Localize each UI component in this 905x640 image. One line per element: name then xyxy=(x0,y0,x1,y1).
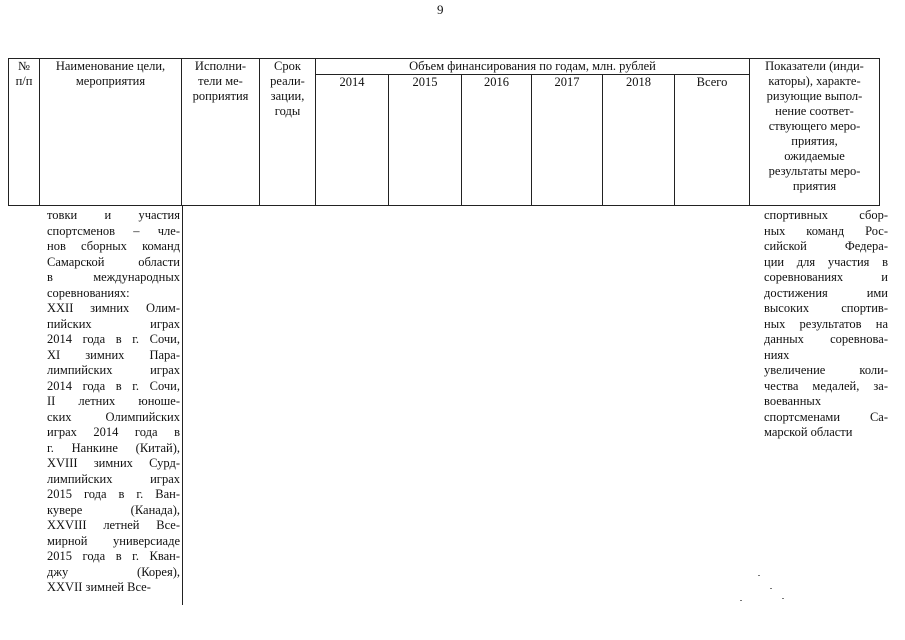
text-line: спортивных сбор- xyxy=(764,208,888,222)
column-rule-left xyxy=(182,205,183,605)
page-number: 9 xyxy=(437,2,444,17)
text-line: чества медалей, за- xyxy=(764,378,888,393)
text-line: нов сборных команд xyxy=(47,239,180,253)
text-line: данных соревнова- xyxy=(764,332,888,346)
text-line: соревнованиях: xyxy=(47,285,130,300)
text-line: мирной универсиаде xyxy=(47,533,180,548)
text-line: ниях xyxy=(764,347,790,362)
text-line: ских Олимпийских xyxy=(47,409,180,424)
scan-speck xyxy=(758,575,760,576)
text-line: играх 2014 года в xyxy=(47,425,180,439)
scan-speck xyxy=(782,598,784,599)
header-indicators: Показатели (инди- каторы), характе- ризующие выпол- нение соответ- ствующего меро- приятия, ожидаемые результаты меро- приятия xyxy=(750,59,880,206)
text-line: 2014 года в г. Сочи, xyxy=(47,332,180,346)
header-executors: Исполни- тели ме- роприятия xyxy=(182,59,260,206)
text-line: 2014 года в г. Сочи, xyxy=(47,378,180,393)
text-line: II летних юноше- xyxy=(47,394,180,408)
text-line: XVIII зимних Сурд- xyxy=(47,456,180,470)
text-line: сийской Федера- xyxy=(764,239,888,253)
text-line: товки и участия xyxy=(47,208,180,222)
text-line: XXVIII летней Все- xyxy=(47,518,180,532)
header-num: № п/п xyxy=(9,59,40,206)
indicators-description xyxy=(764,208,888,441)
text-line: кувере (Канада), xyxy=(47,502,180,517)
text-line: ных команд Рос- xyxy=(764,223,888,238)
text-line: спортсменами Са- xyxy=(764,409,888,424)
text-line: марской области xyxy=(764,425,853,439)
text-line: XI зимних Пара- xyxy=(47,347,180,362)
text-line: пийских играх xyxy=(47,316,180,331)
text-line: Самарской области xyxy=(47,254,180,269)
year-2017: 2017 xyxy=(532,75,603,206)
text-line: лимпийских играх xyxy=(47,471,180,486)
header-name: Наименование цели, мероприятия xyxy=(40,59,182,206)
text-line: г. Нанкине (Китай), xyxy=(47,440,180,455)
text-line: соревнованиях и xyxy=(764,270,888,284)
text-line: в международных xyxy=(47,270,180,284)
text-line: 2015 года в г. Кван- xyxy=(47,549,180,563)
scan-speck xyxy=(770,588,772,589)
header-funding: Объем финансирования по годам, млн. рублей xyxy=(316,59,750,75)
text-line: ных результатов на xyxy=(764,316,888,331)
text-line: лимпийских играх xyxy=(47,363,180,377)
text-line: достижения ими xyxy=(764,285,888,300)
year-2015: 2015 xyxy=(389,75,462,206)
header-term: Срок реали- зации, годы xyxy=(260,59,316,206)
text-line: спортсменов – чле- xyxy=(47,223,180,238)
measure-description xyxy=(47,208,180,596)
text-line: XXII зимних Олим- xyxy=(47,301,180,315)
year-2016: 2016 xyxy=(462,75,532,206)
text-line: XXVII зимней Все- xyxy=(47,580,151,594)
year-2014: 2014 xyxy=(316,75,389,206)
text-line: высоких спортив- xyxy=(764,301,888,315)
text-line: ции для участия в xyxy=(764,254,888,269)
text-line: 2015 года в г. Ван- xyxy=(47,487,180,501)
text-line: воеванных xyxy=(764,394,822,408)
text-line: увеличение коли- xyxy=(764,363,888,377)
year-2018: 2018 xyxy=(603,75,675,206)
header-table xyxy=(8,58,880,206)
year-total: Всего xyxy=(675,75,750,206)
scan-speck xyxy=(740,600,742,601)
text-line: джу (Корея), xyxy=(47,564,180,579)
